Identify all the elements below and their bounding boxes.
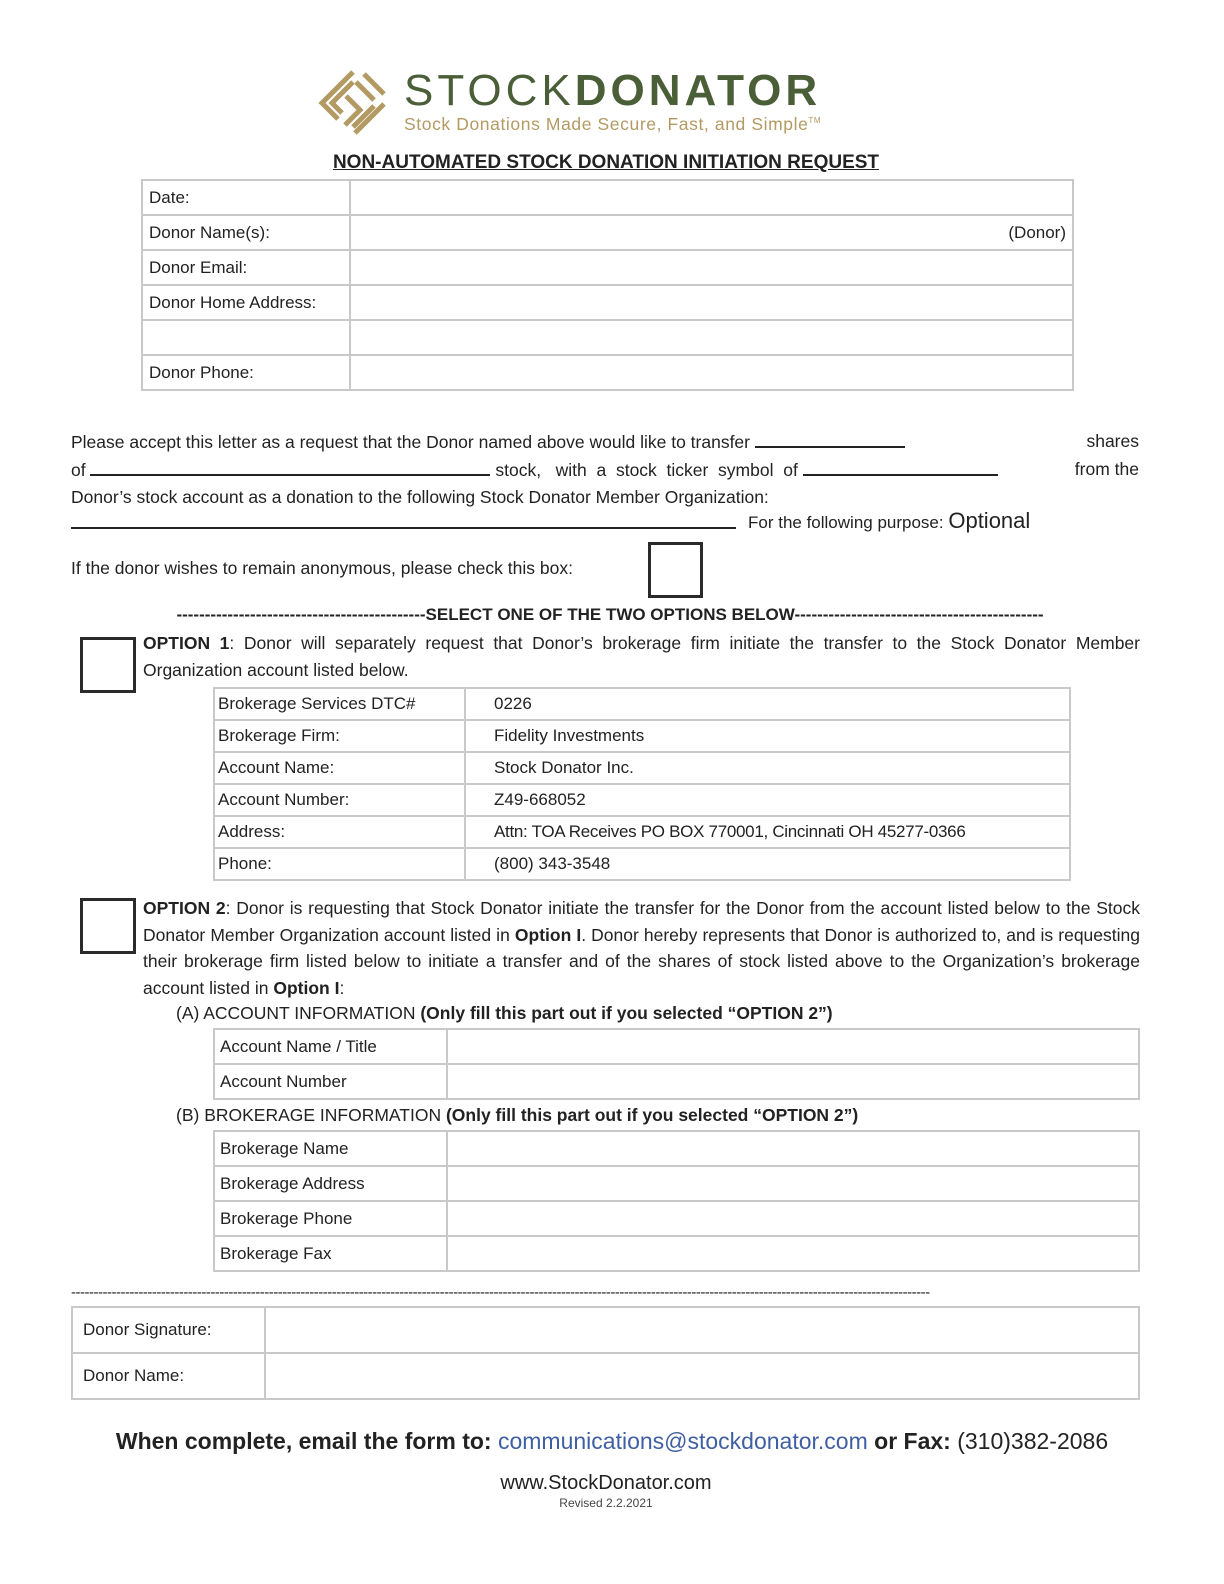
- fax-number: (310)382-2086: [957, 1428, 1109, 1454]
- donor-row-phone: [142, 355, 1073, 390]
- footer-prompt: When complete, email the form to:: [115, 1428, 492, 1454]
- request-text: stock, with a stock ticker symbol of: [495, 460, 798, 480]
- donor-signature-field[interactable]: [265, 1307, 1139, 1353]
- account-info-heading: [176, 1003, 833, 1024]
- donor-email-field[interactable]: [350, 250, 1073, 285]
- brokerage-phone: (800) 343-3548: [465, 848, 1070, 880]
- row-label: Brokerage Services DTC#: [214, 688, 465, 720]
- brand-tagline: [404, 114, 821, 135]
- section-note: (Only fill this part out if you selected “OPTION 2”): [420, 1003, 833, 1023]
- donor-info-table: [141, 179, 1074, 391]
- brokerage-phone-field[interactable]: [447, 1201, 1139, 1236]
- account-name: Stock Donator Inc.: [465, 752, 1070, 784]
- brokerage-info-table: [213, 1130, 1140, 1272]
- table-row: [214, 688, 1070, 720]
- row-label: Donor Name:: [72, 1353, 265, 1399]
- donor-name-field[interactable]: [350, 215, 1073, 250]
- option2-description: [143, 895, 1140, 1001]
- section-title: (B) BROKERAGE INFORMATION: [176, 1105, 446, 1125]
- option-ref: Option I: [273, 977, 340, 998]
- row-label: Account Number: [214, 1064, 447, 1099]
- section-note: (Only fill this part out if you selected “OPTION 2”): [445, 1105, 859, 1125]
- row-label: Address:: [214, 816, 465, 848]
- submission-instructions: [0, 1428, 1224, 1455]
- table-row: [214, 1064, 1139, 1099]
- table-row: [214, 752, 1070, 784]
- row-label: Brokerage Address: [214, 1166, 447, 1201]
- purpose-value: Optional: [948, 508, 1031, 533]
- option-ref: Option I: [514, 924, 582, 945]
- brokerage-fax-field[interactable]: [447, 1236, 1139, 1271]
- purpose-field[interactable]: [748, 508, 1030, 534]
- request-line-3: Donor’s stock account as a donation to the following Stock Donator Member Organization:: [71, 487, 769, 507]
- request-text: shares: [1086, 431, 1139, 451]
- brokerage-address: Attn: TOA Receives PO BOX 770001, Cincinnati OH 45277-0366: [465, 816, 1070, 848]
- brokerage-address-field[interactable]: [447, 1166, 1139, 1201]
- row-label: Brokerage Name: [214, 1131, 447, 1166]
- field-label: Donor Email:: [142, 250, 350, 285]
- email-link[interactable]: communications@stockdonator.com: [497, 1428, 868, 1454]
- field-label: Date:: [142, 180, 350, 215]
- option1-label: OPTION 1: [143, 633, 230, 653]
- table-row: [214, 1201, 1139, 1236]
- form-title: NON-AUTOMATED STOCK DONATION INITIATION REQUEST: [332, 152, 880, 173]
- separator-line: -----------------------------------------------------------------------------------------------------------------------------------------------------------------------------------------------: [71, 1284, 930, 1301]
- table-row: [214, 1029, 1139, 1064]
- donor-row-address-line2: [142, 320, 1073, 355]
- trademark-symbol: TM: [808, 116, 822, 126]
- option2-text: : Donor is requesting that Stock Donator initiate the transfer for the Donor from the account listed below to the Stock Donator Member Organization account listed in: [143, 898, 1140, 945]
- request-paragraph: [71, 428, 1139, 511]
- table-row: [214, 1166, 1139, 1201]
- table-row: [72, 1353, 1139, 1399]
- shares-blank[interactable]: [755, 428, 905, 448]
- table-row: [214, 848, 1070, 880]
- field-label: Donor Home Address:: [142, 285, 350, 320]
- row-label: Account Name:: [214, 752, 465, 784]
- option2-checkbox[interactable]: [80, 898, 136, 954]
- brokerage-details-table: [213, 687, 1071, 881]
- brand-name-light: STOCK: [404, 66, 575, 115]
- option1-text: : Donor will separately request that Donor’s brokerage firm initiate the transfer to the Stock Donator Member Organization account listed below.: [143, 633, 1140, 680]
- donor-address-field[interactable]: [350, 285, 1073, 320]
- donor-phone-field[interactable]: [350, 355, 1073, 390]
- revision-date: Revised 2.2.2021: [559, 1496, 653, 1510]
- purpose-label: For the following purpose:: [748, 513, 944, 532]
- brand-logo: [318, 66, 878, 142]
- account-name-title-field[interactable]: [447, 1029, 1139, 1064]
- brokerage-name-field[interactable]: [447, 1131, 1139, 1166]
- anonymous-checkbox[interactable]: [648, 542, 703, 598]
- ticker-blank[interactable]: [803, 456, 998, 476]
- stockdonator-logo-icon: [318, 68, 388, 138]
- field-label: [142, 320, 350, 355]
- brokerage-firm: Fidelity Investments: [465, 720, 1070, 752]
- signature-table: [71, 1306, 1140, 1400]
- account-number-field[interactable]: [447, 1064, 1139, 1099]
- table-row: [214, 784, 1070, 816]
- organization-blank[interactable]: [71, 527, 736, 529]
- row-label: Account Name / Title: [214, 1029, 447, 1064]
- option2-text: . Donor hereby represents that Donor is authorized to, and is requesting their brokerage firm listed below to initiate a transfer and of the shares of stock listed above to the Organization’s brokerage account listed in: [143, 924, 1140, 998]
- table-row: [214, 816, 1070, 848]
- row-label: Brokerage Fax: [214, 1236, 447, 1271]
- row-label: Brokerage Firm:: [214, 720, 465, 752]
- date-field[interactable]: [350, 180, 1073, 215]
- option2-label: OPTION 2: [143, 898, 226, 918]
- table-row: [214, 1131, 1139, 1166]
- request-line-1: [71, 428, 1139, 456]
- tagline-text: Stock Donations Made Secure, Fast, and Simple: [404, 114, 809, 134]
- option2-text: :: [339, 977, 345, 998]
- brand-name: [404, 66, 821, 116]
- donor-printed-name-field[interactable]: [265, 1353, 1139, 1399]
- donor-address-line2-field[interactable]: [350, 320, 1073, 355]
- brand-name-bold: DONATOR: [574, 66, 822, 115]
- dtc-number: 0226: [465, 688, 1070, 720]
- brokerage-info-heading: [176, 1105, 858, 1126]
- request-text: Please accept this letter as a request that the Donor named above would like to transfer: [71, 432, 750, 452]
- account-number: Z49-668052: [465, 784, 1070, 816]
- option1-checkbox[interactable]: [80, 637, 136, 693]
- stock-name-blank[interactable]: [90, 456, 490, 476]
- section-title: (A) ACCOUNT INFORMATION: [176, 1003, 421, 1023]
- fax-label: or Fax:: [874, 1428, 951, 1454]
- row-label: Brokerage Phone: [214, 1201, 447, 1236]
- request-line-2: [71, 456, 1139, 484]
- field-label: Donor Phone:: [142, 355, 350, 390]
- row-label: Phone:: [214, 848, 465, 880]
- donor-row-email: [142, 250, 1073, 285]
- row-label: Donor Signature:: [72, 1307, 265, 1353]
- donor-suffix: (Donor): [1008, 222, 1066, 242]
- row-label: Account Number:: [214, 784, 465, 816]
- table-row: [214, 1236, 1139, 1271]
- website-link[interactable]: www.StockDonator.com: [500, 1472, 712, 1494]
- option1-description: [143, 630, 1140, 683]
- request-text: from the: [1074, 459, 1139, 479]
- donor-row-date: [142, 180, 1073, 215]
- field-label: Donor Name(s):: [142, 215, 350, 250]
- request-text: of: [71, 460, 86, 480]
- donor-row-address: [142, 285, 1073, 320]
- select-options-heading: --------------------------------------------SELECT ONE OF THE TWO OPTIONS BELOW--------------------------------------------: [176, 605, 1044, 624]
- table-row: [72, 1307, 1139, 1353]
- account-info-table: [213, 1028, 1140, 1100]
- table-row: [214, 720, 1070, 752]
- donor-row-name: [142, 215, 1073, 250]
- anonymous-label: If the donor wishes to remain anonymous, please check this box:: [71, 558, 573, 578]
